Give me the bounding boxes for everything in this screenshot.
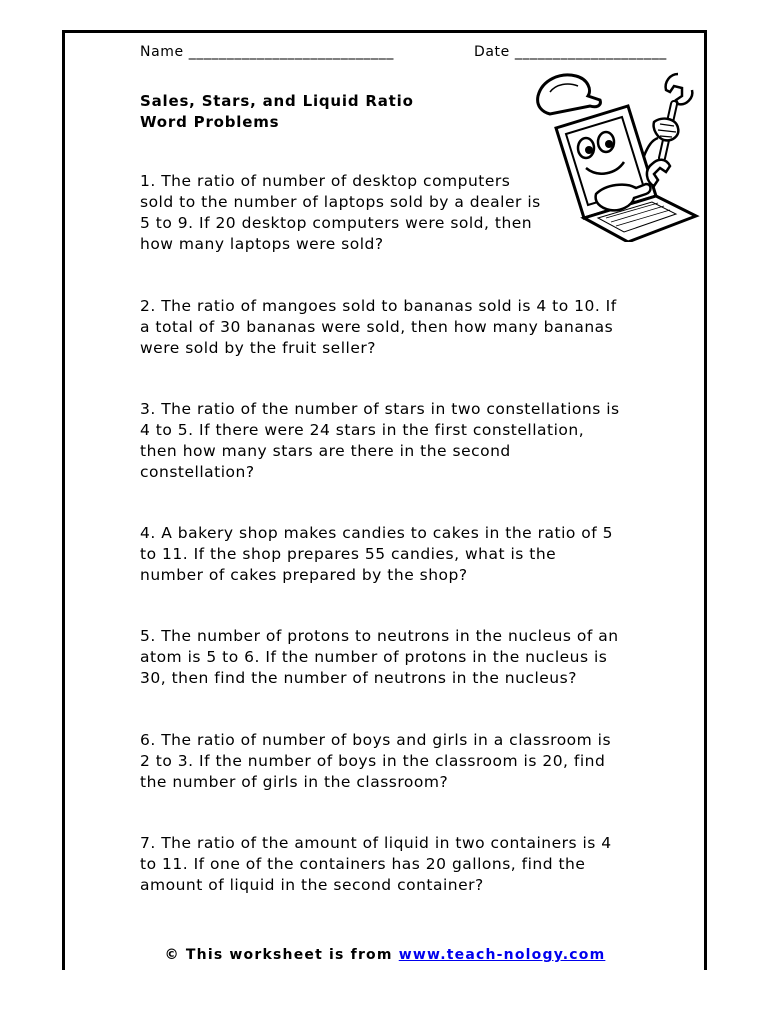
problem-line: 4. A bakery shop makes candies to cakes in the ratio of 5	[140, 524, 614, 542]
problem-3	[140, 399, 620, 483]
problem-line: 2. The ratio of mangoes sold to bananas sold is 4 to 10. If	[140, 297, 617, 315]
worksheet-title	[140, 91, 414, 133]
problem-line: constellation?	[140, 463, 255, 481]
footer-credit	[0, 947, 770, 963]
problem-line: to 11. If one of the containers has 20 gallons, find the	[140, 855, 586, 873]
laptop-mascot-with-wrench-icon	[536, 66, 704, 242]
problem-1	[140, 171, 541, 255]
problem-line: 6. The ratio of number of boys and girls in a classroom is	[140, 731, 612, 749]
teach-nology-link[interactable]: www.teach-nology.com	[398, 947, 606, 963]
problem-6	[140, 730, 611, 793]
problem-line: 7. The ratio of the amount of liquid in two containers is 4	[140, 834, 612, 852]
problem-line: 4 to 5. If there were 24 stars in the first constellation,	[140, 421, 585, 439]
problem-line: 1. The ratio of number of desktop computers	[140, 172, 511, 190]
problem-2	[140, 296, 617, 359]
problem-line: atom is 5 to 6. If the number of protons in the nucleus is	[140, 648, 608, 666]
problem-line: number of cakes prepared by the shop?	[140, 566, 468, 584]
problem-7	[140, 833, 612, 896]
problem-line: amount of liquid in the second container?	[140, 876, 484, 894]
problem-line: 2 to 3. If the number of boys in the classroom is 20, find	[140, 752, 606, 770]
problem-line: a total of 30 bananas were sold, then how many bananas	[140, 318, 614, 336]
problem-line: 5. The number of protons to neutrons in the nucleus of an	[140, 627, 619, 645]
problem-line: 3. The ratio of the number of stars in two constellations is	[140, 400, 620, 418]
footer-prefix: © This worksheet is from	[164, 947, 399, 963]
problem-line: the number of girls in the classroom?	[140, 773, 449, 791]
problem-line: how many laptops were sold?	[140, 235, 384, 253]
problem-line: to 11. If the shop prepares 55 candies, what is the	[140, 545, 557, 563]
name-field: Name ___________________________	[140, 44, 394, 60]
title-line-1: Sales, Stars, and Liquid Ratio	[140, 92, 414, 110]
problem-line: were sold by the fruit seller?	[140, 339, 376, 357]
problem-line: 30, then find the number of neutrons in the nucleus?	[140, 669, 577, 687]
title-line-2: Word Problems	[140, 113, 280, 131]
problem-line: sold to the number of laptops sold by a dealer is	[140, 193, 541, 211]
date-field: Date ____________________	[474, 44, 667, 60]
problem-line: 5 to 9. If 20 desktop computers were sold, then	[140, 214, 533, 232]
problem-4	[140, 523, 613, 586]
problem-5	[140, 626, 619, 689]
problem-line: then how many stars are there in the second	[140, 442, 511, 460]
